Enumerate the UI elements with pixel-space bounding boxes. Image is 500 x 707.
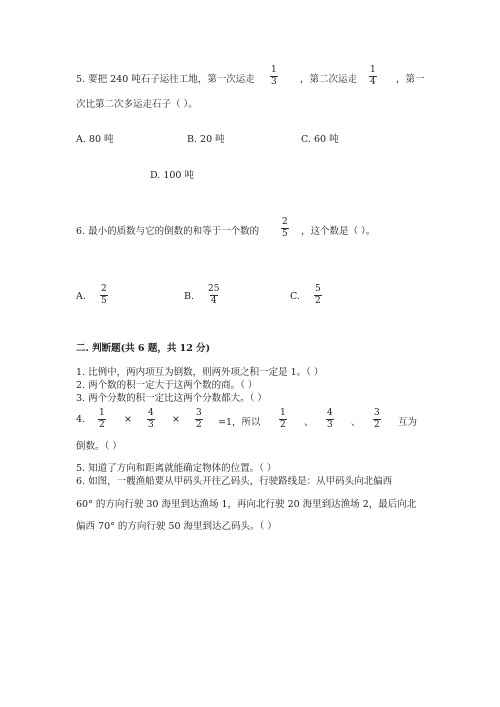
item4-fraction-5 [326,409,334,431]
numerator: 25 [208,284,220,294]
times-sign-1: × [124,414,132,425]
judge-item-6-line2: 60° 的方向行驶 30 海里到达渔场 1，再向北行驶 20 海里到达渔场 2，最后向北 [76,499,417,510]
q5-text-line1-a: 5. 要把 240 吨石子运往工地，第一次运走 [76,74,255,85]
denominator: 2 [196,420,202,431]
q6-option-c-label: C. [290,291,300,302]
numerator: 4 [327,408,333,418]
denominator: 3 [148,420,154,431]
q6-option-a-fraction [100,285,108,307]
denominator: 2 [315,296,321,307]
item4-equals-text: =1，所以 [218,417,261,428]
item4-separator-2: 、 [351,417,361,428]
q6-option-b-label: B. [184,291,195,302]
numerator: 3 [374,408,380,418]
denominator: 4 [210,296,217,307]
denominator: 5 [282,229,288,240]
item4-fraction-2 [147,409,155,431]
numerator: 5 [315,284,321,294]
times-sign-2: × [172,414,180,425]
numerator: 2 [101,284,107,294]
numerator: 3 [196,408,202,418]
q6-option-b-fraction [207,285,220,307]
q5-fraction-one-third [270,66,278,88]
q6-option-a-label: A. [76,291,86,302]
q5-text-line2: 次比第二次多运走石子（ ）。 [76,99,198,110]
item4-fraction-3 [195,409,203,431]
denominator: 3 [327,420,333,431]
judge-item-6-line3: 偏西 70° 的方向行驶 50 海里到达乙码头。（ ） [76,521,277,532]
numerator: 1 [280,408,286,418]
q5-text-line1-c: ，第一 [396,74,425,85]
numerator: 1 [99,408,105,418]
q5-text-line1-b: ，第二次运走 [300,74,358,85]
item4-fraction-1 [98,409,106,431]
item4-tail-text: 互为 [398,417,418,428]
judge-item-6-line1: 6. 如图，一艘渔船要从甲码头开往乙码头，行驶路线是：从甲码头向北偏西 [76,476,393,487]
denominator: 2 [280,420,286,431]
denominator: 2 [374,420,380,431]
numerator: 1 [271,65,277,75]
item4-fraction-4 [279,409,287,431]
judge-item-4-label: 4. [76,414,86,425]
q5-fraction-one-quarter [369,66,377,88]
q5-option-b: B. 20 吨 [187,134,225,145]
numerator: 2 [282,217,288,227]
judge-item-1: 1. 比例中，两内项互为倒数，则两外项之积一定是 1。（ ） [76,367,324,378]
q5-option-c: C. 60 吨 [301,134,339,145]
numerator: 1 [370,65,376,75]
q6-text-b: ，这个数是（ ）。 [301,226,376,237]
numerator: 4 [148,408,154,418]
denominator: 5 [101,296,107,307]
denominator: 3 [271,77,277,88]
q6-option-c-fraction [314,285,322,307]
item4-line2: 倒数。（ ） [76,441,122,452]
judge-item-2: 2. 两个数的积一定大于这两个数的商。（ ） [76,380,258,391]
section2-title: 二. 判断题(共 6 题，共 12 分) [76,343,211,354]
q6-text-a: 6. 最小的质数与它的倒数的和等于一个数的 [76,226,260,237]
q5-option-a: A. 80 吨 [76,134,114,145]
item4-fraction-6 [373,409,381,431]
item4-separator-1: 、 [304,417,314,428]
judge-item-5: 5. 知道了方向和距离就能确定物体的位置。（ ） [76,463,277,474]
q6-fraction-two-fifths [281,218,289,240]
denominator: 4 [370,77,376,88]
q5-option-d: D. 100 吨 [150,170,194,181]
judge-item-3: 3. 两个分数的积一定比这两个分数都大。（ ） [76,393,267,404]
denominator: 2 [99,420,105,431]
